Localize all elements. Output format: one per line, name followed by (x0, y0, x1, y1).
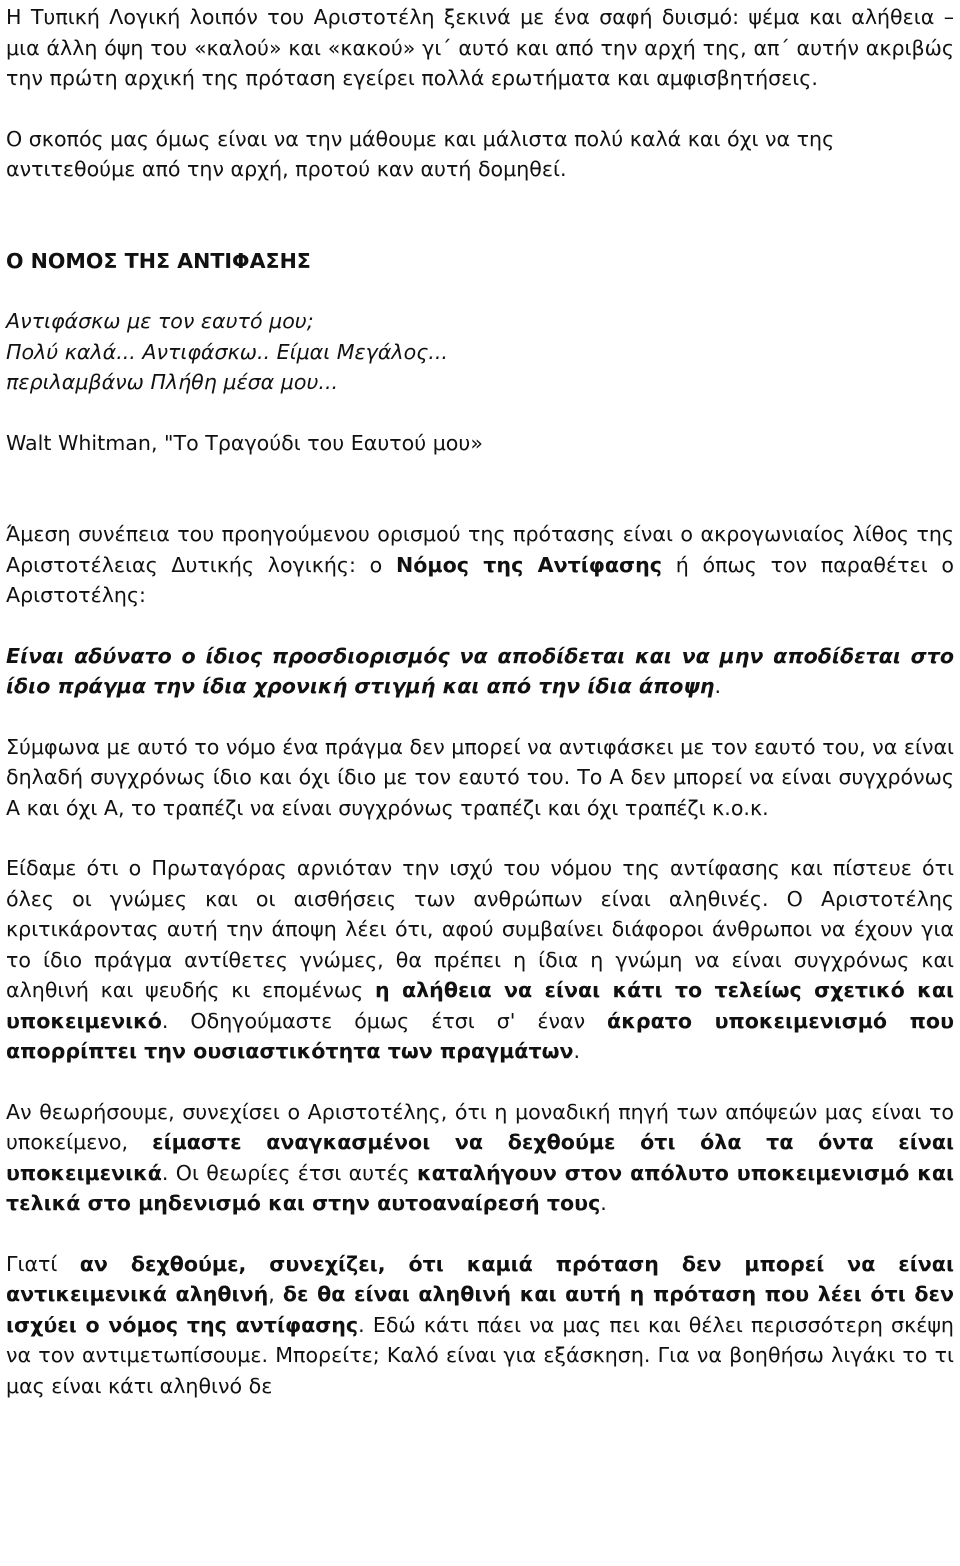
emphasis: άκρατο υποκειμενισμό που απορρίπτει την ουσιαστικότητα των πραγμάτων (6, 1008, 954, 1063)
epigraph-line: Πολύ καλά... Αντιφάσκω.. Είμαι Μεγάλος... (6, 339, 448, 364)
text: Είδαμε ότι ο Πρωταγόρας αρνιόταν την ισχύ του νόμου της αντίφασης και πίστευε ότι όλες οι γνώμες και οι αισθήσεις των ανθρώπων είναι αληθινές. Ο Αριστοτέλης κριτικάροντας αυτή την άποψη λέει ότι, αφού συμβαίνει διάφοροι άνθρωποι να έχουν για το ίδιο πράγμα αντίθετες γνώμες, θα πρέπει η ίδια η γνώμη να είναι συγχρόνως και αληθινή και ψευδής κι επομένως (6, 856, 954, 1002)
epigraph-line: Αντιφάσκω με τον εαυτό μου; (6, 309, 314, 333)
text: Άμεση συνέπεια του προηγούμενου ορισμού της πρότασης είναι ο ακρογωνιαίος λίθος της Αριστοτέλειας Δυτικής λογικής: ο (6, 522, 954, 577)
text: Γιατί (6, 1251, 80, 1276)
emphasis: η αλήθεια να είναι κάτι το τελείως σχετικό και υποκειμενικό (6, 978, 954, 1033)
emphasis: δε θα είναι αληθινή και αυτή η πρόταση που λέει ότι δεν ισχύει ο νόμος της αντίφασης (6, 1282, 955, 1337)
epigraph (6, 306, 954, 398)
paragraph-law-statement (6, 641, 954, 702)
paragraph-protagoras (6, 853, 954, 1067)
text: Αν θεωρήσουμε, συνεχίσει ο Αριστοτέλης, ότι η μοναδική πηγή των απόψεών μας είναι το υποκείμενο, (6, 1099, 954, 1154)
text: . (600, 1191, 607, 1215)
text: . Οδηγούμαστε όμως έτσι σ' έναν (161, 1008, 608, 1033)
emphasis-law-name: Νόμος της Αντίφασης (396, 552, 662, 577)
epigraph-attribution: Walt Whitman, "Το Τραγούδι του Εαυτού μου» (6, 430, 483, 455)
paragraph-subjectivism (6, 1097, 954, 1219)
text: , (268, 1282, 283, 1306)
epigraph-line: περιλαμβάνω Πλήθη μέσα μου... (6, 370, 339, 394)
emphasis: καταλήγουν στον απόλυτο υποκειμενισμό και τελικά στο μηδενισμό και στην αυτοαναίρεσή τους (6, 1160, 955, 1215)
text: ή όπως τον παραθέτει ο Αριστοτέλης: (6, 552, 954, 607)
paragraph-conclusion (6, 1249, 954, 1402)
emphasis: αν δεχθούμε, συνεχίζει, ότι καμιά πρόταση δεν μπορεί να είναι αντικειμενικά αληθινή (6, 1251, 954, 1306)
section-heading: Ο ΝΟΜΟΣ ΤΗΣ ΑΝΤΙΦΑΣΗΣ (6, 248, 311, 273)
paragraph-purpose: Ο σκοπός μας όμως είναι να την μάθουμε και μάλιστα πολύ καλά και όχι να της αντιτεθούμε από την αρχή, προτού καν αυτή δομηθεί. (6, 126, 835, 181)
document-page (0, 2, 960, 1401)
paragraph-intro: Η Τυπική Λογική λοιπόν του Αριστοτέλη ξεκινά με ένα σαφή δυισμό: ψέμα και αλήθεια – μια άλλη όψη του «καλού» και «κακού» γι΄ αυτό και από την αρχή της, απ΄ αυτήν ακριβώς την πρώτη αρχική της πρόταση εγείρει πολλά ερωτήματα και αμφισβητήσεις. (6, 5, 954, 90)
paragraph-law-explanation: Σύμφωνα με αυτό το νόμο ένα πράγμα δεν μπορεί να αντιφάσκει με τον εαυτό του, να είναι δηλαδή συγχρόνως ίδιο και όχι ίδιο με τον εαυτό του. Το Α δεν μπορεί να είναι συγχρόνως Α και όχι Α, το τραπέζι να είναι συγχρόνως τραπέζι και όχι τραπέζι κ.ο.κ. (6, 734, 954, 820)
text: . (714, 674, 721, 698)
law-quote: Είναι αδύνατο ο ίδιος προσδιορισμός να αποδίδεται και να μην αποδίδεται στο ίδιο πράγμα την ίδια χρονική στιγμή και από την ίδια άποψη (6, 643, 954, 698)
text: . Εδώ κάτι πάει να μας πει και θέλει περισσότερη σκέψη να τον αντιμετωπίσουμε. Μπορείτε; Καλό είναι για εξάσκηση. Για να βοηθήσω λιγάκι το τι μας είναι κάτι αληθινό δε (6, 1312, 954, 1398)
emphasis: είμαστε αναγκασμένοι να δεχθούμε ότι όλα τα όντα είναι υποκειμενικά (6, 1130, 954, 1185)
paragraph-law-intro (6, 519, 954, 611)
text: . (573, 1039, 581, 1063)
text: . Οι θεωρίες έτσι αυτές (161, 1160, 418, 1185)
